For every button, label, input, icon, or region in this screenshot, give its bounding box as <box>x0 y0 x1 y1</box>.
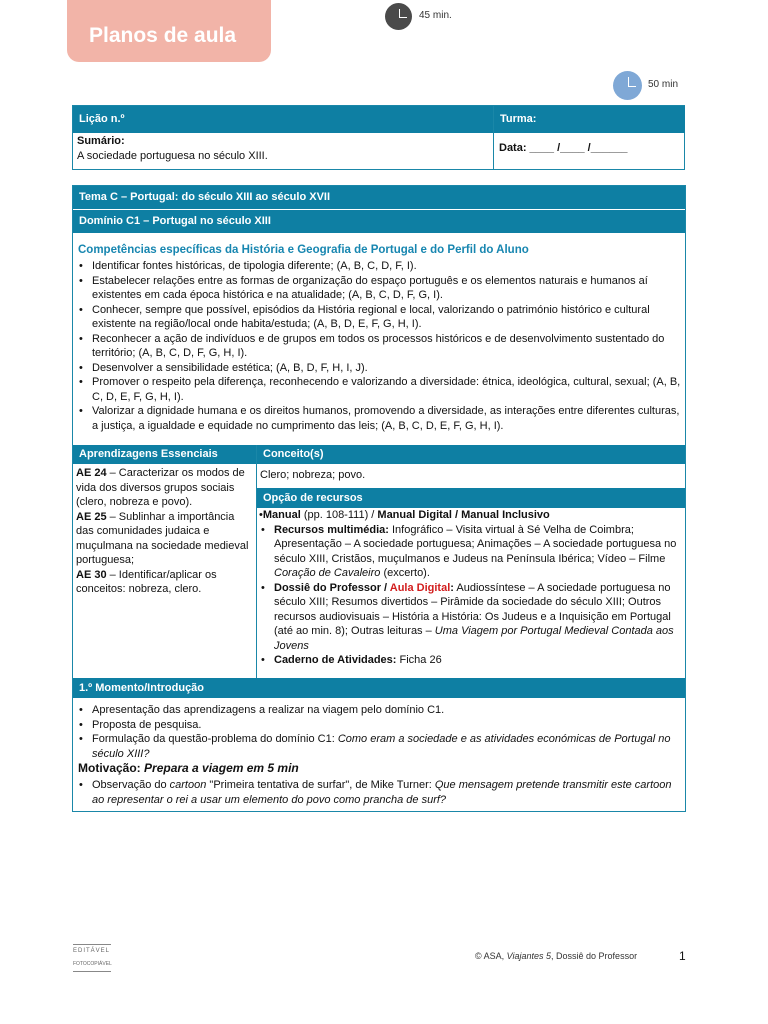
list-item: • Promover o respeito pela diferença, reconhecendo e valorizando a diversidade: étnica, ideológica, cultural, sexual; (A, B, C, D, E, F, G, H, I). <box>77 375 683 404</box>
momento-header: 1.º Momento/Introdução <box>73 678 685 698</box>
list-item: •Manual (pp. 108-111) / Manual Digital / Manual Inclusivo <box>259 509 550 521</box>
data-field: Data: ____ /____ /______ <box>499 142 628 154</box>
sumario <box>77 134 268 163</box>
recursos-list <box>259 508 683 668</box>
lesson-info-table <box>72 105 685 170</box>
turma-header: Turma: <box>494 106 685 133</box>
editable-stamp: EDITÁVEL FOTOCOPIÁVEL <box>73 944 111 972</box>
dominio-header: Domínio C1 – Portugal no século XIII <box>73 210 685 233</box>
list-item: • Estabelecer relações entre as formas de organização do espaço português e os elementos naturais e humanos aí existentes em cada época histórica e na atualidade; (A, B, C, D, F, G, I). <box>77 274 683 303</box>
clock-icon <box>613 71 642 100</box>
list-item: • Reconhecer a ação de indivíduos e de grupos em todos os processos históricos e de desenvolvimento sustentado do território; (A, B, C, D, F, G, H, I). <box>77 332 683 361</box>
lesson-plan-table <box>72 185 686 812</box>
list-item: • Formulação da questão-problema do domínio C1: Como eram a sociedade e as atividades económicas de Portugal no século XIII? <box>77 732 683 761</box>
page-number: 1 <box>679 949 686 963</box>
sumario-label: Sumário: <box>77 135 125 147</box>
tema-header: Tema C – Portugal: do século XIII ao século XVII <box>73 186 685 209</box>
conceitos-text: Clero; nobreza; povo. <box>260 469 366 481</box>
list-item: • Valorizar a dignidade humana e os direitos humanos, promovendo a diversidade, as interações entre diferentes culturas, a justiça, a igualdade e equidade no cumprimento das leis; (A, B, C, D, E, F, G, H, I). <box>77 404 683 433</box>
list-item: • Recursos multimédia: Infográfico – Visita virtual à Sé Velha de Coimbra; Apresentação – A sociedade portuguesa; Animações – A sociedade portuguesa no século XIII, Cristãos, muçulmanos e Judeus na Península Ibérica; Vídeo – Filme Coração de Cavaleiro (excerto). <box>259 523 683 581</box>
competencias-title: Competências específicas da História e Geografia de Portugal e do Perfil do Aluno <box>78 244 529 256</box>
licao-header: Lição n.º <box>73 106 493 133</box>
competencias-list <box>77 259 683 433</box>
momento-list <box>77 703 683 761</box>
footer-copyright: © ASA, Viajantes 5, Dossiê do Professor <box>475 951 638 961</box>
list-item: • Conhecer, sempre que possível, episódios da História regional e local, valorizando o património histórico e cultural existente na região/local onde habita/estuda; (A, B, D, E, F, G, H, I). <box>77 303 683 332</box>
list-item: AE 30 – Identificar/aplicar os conceitos: nobreza, clero. <box>76 568 217 595</box>
list-item: • Desenvolver a sensibilidade estética; (A, B, D, F, H, I, J). <box>77 361 683 376</box>
aprendizagens-header: Aprendizagens Essenciais <box>73 445 256 464</box>
time-45-label: 45 min. <box>419 10 452 21</box>
page-title-tab <box>67 0 271 62</box>
motivacao-list <box>77 778 683 807</box>
list-item: AE 25 – Sublinhar a importância das comunidades judaica e muçulmana na sociedade medieval portuguesa; <box>76 510 249 566</box>
list-item: • Apresentação das aprendizagens a realizar na viagem pelo domínio C1. <box>77 703 683 718</box>
sumario-text: A sociedade portuguesa no século XIII. <box>77 149 268 162</box>
list-item: • Proposta de pesquisa. <box>77 718 683 733</box>
list-item: • Dossiê do Professor / Aula Digital: Audiossíntese – A sociedade portuguesa no século XIII; Resumos divertidos – Pirâmide da sociedade do século XIII; Outros recursos audiovisuais – História a História: Os Judeus e a Inquisição em Portugal (até ao min. 8); Outras leituras – Uma Viagem por Portugal Medieval Contada aos Jovens <box>259 581 683 654</box>
page-title: Planos de aula <box>89 24 237 47</box>
conceitos-header: Conceito(s) <box>257 445 685 464</box>
list-item: • Caderno de Atividades: Ficha 26 <box>259 653 683 668</box>
motivacao: Motivação: Prepara a viagem em 5 min <box>78 761 299 775</box>
aprendizagens-list <box>76 466 252 597</box>
list-item: • Observação do cartoon "Primeira tentativa de surfar", de Mike Turner: Que mensagem pretende transmitir este cartoon ao representar o rei a usar um elemento do povo como prancha de surf? <box>77 778 683 807</box>
list-item: • Identificar fontes históricas, de tipologia diferente; (A, B, C, D, F, I). <box>77 259 683 274</box>
list-item: AE 24 – Caracterizar os modos de vida dos diversos grupos sociais (clero, nobreza e povo). <box>76 467 245 508</box>
opcao-header: Opção de recursos <box>257 488 685 508</box>
time-50-label: 50 min <box>648 79 679 90</box>
clock-icon <box>385 3 412 30</box>
